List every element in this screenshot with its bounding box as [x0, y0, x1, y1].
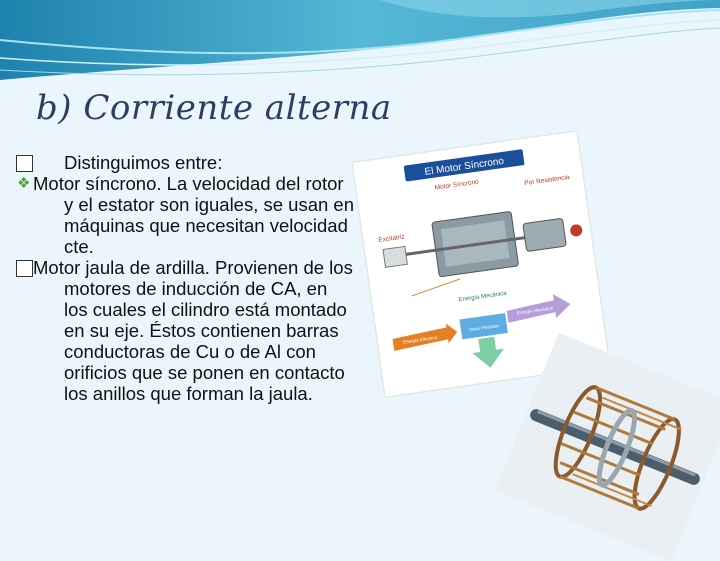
bullet-list	[14, 152, 354, 404]
bullet-text: Motor jaula de ardilla. Provienen de los motores de inducción de CA, en los cuales el cilindro está montado en su eje. Éstos contienen barras conductoras de Cu o de Al con orificios que se ponen en contacto los anillos que forman la jaula.	[33, 257, 353, 404]
diagram-rotor-label: Por Resistencia	[523, 173, 571, 188]
diagram-title: El Motor Síncrono	[423, 155, 505, 178]
diagram-motor-label: Motor Síncrono	[434, 178, 480, 192]
bullet-item-jaula-ardilla	[14, 257, 354, 404]
diamond-bullet-icon: ❖	[17, 175, 31, 192]
square-bullet-icon	[16, 260, 33, 277]
bullet-text: Motor síncrono. La velocidad del rotor y el estator son iguales, se usan en máquinas que necesitan velocidad cte.	[33, 173, 355, 257]
header-wave-decoration	[0, 0, 720, 90]
diagram-exciter-label: Excitatriz	[378, 233, 406, 244]
square-bullet-icon	[16, 155, 33, 172]
diagram-left-arrow-label: Energía Eléctrica	[402, 334, 438, 345]
diagram-right-arrow-label: Energía Mecánica	[516, 305, 554, 316]
diagram-center-arrow-label: Otras Pérdidas	[468, 323, 500, 333]
diagram-bottom-label: Energía Mecánica	[458, 290, 507, 304]
slide-title: b) Corriente alterna	[36, 88, 392, 128]
bullet-item-motor-sincrono	[14, 173, 354, 257]
bullet-text: Distinguimos entre:	[64, 152, 223, 173]
bullet-item-distinguimos	[14, 152, 354, 173]
